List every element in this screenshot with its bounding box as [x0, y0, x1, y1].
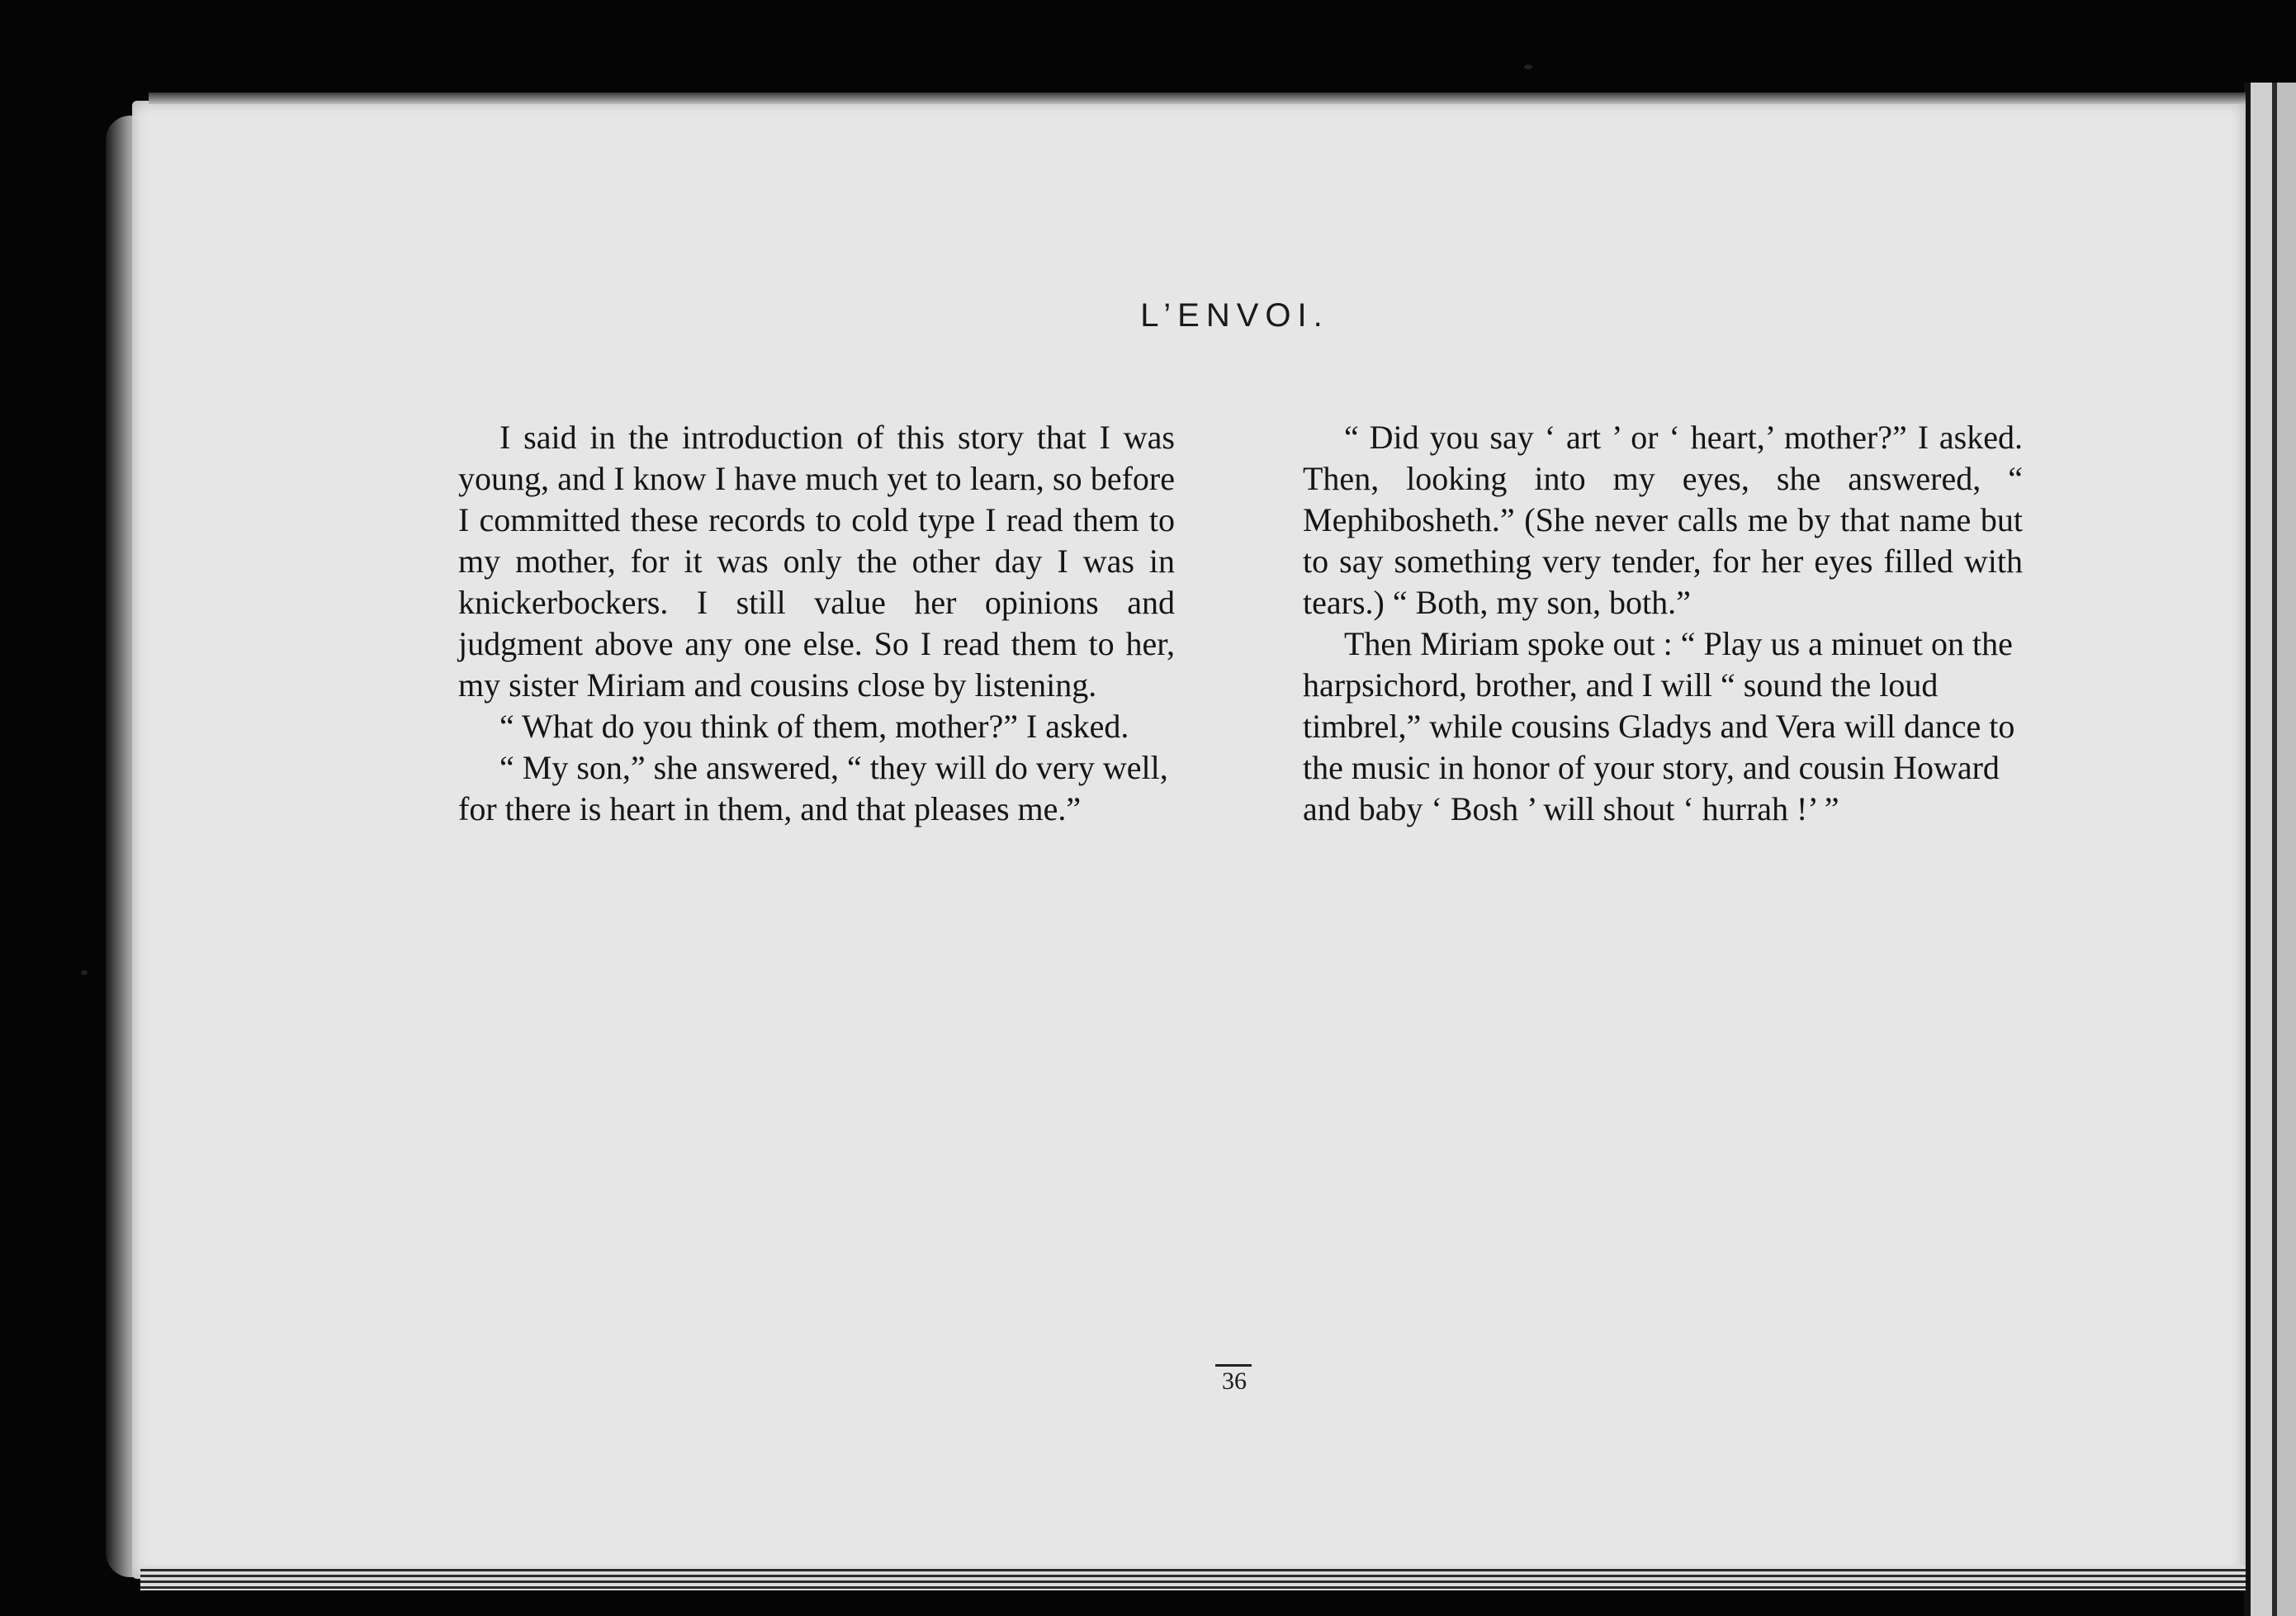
page-number-rule: [1215, 1364, 1252, 1367]
paragraph: “ My son,” she answered, “ they will do very well, for there is heart in them, and that pleases me.”: [458, 749, 1168, 827]
scan-speck: [1524, 64, 1532, 69]
page-title: L’ENVOI.: [1140, 297, 1329, 334]
scan-speck: [81, 970, 88, 975]
paragraph: I said in the introduction of this story that I was young, and I know I have much yet to learn, so before I committed these records to cold type I read them to my mother, for it was only the other day I was in knickerbockers. I still value her opinions and judgment above any one else. So I read them to her, my sister Miriam and cousins close by listening.: [458, 419, 1175, 704]
right-text-column: [1303, 417, 2023, 830]
page-top-edge: [149, 92, 2246, 104]
paragraph: “ Did you say ‘ art ’ or ‘ heart,’ mother?” I asked. Then, looking into my eyes, she answered, “ Mephibosheth.” (She never calls me by that name but to say something very tender, for her eyes filled with tears.) “ Both, my son, both.”: [1303, 419, 2023, 621]
page-number: 36: [1222, 1367, 1247, 1395]
left-text-column: [458, 417, 1175, 830]
paragraph: “ What do you think of them, mother?” I asked.: [499, 708, 1129, 745]
paragraph: Then Miriam spoke out : “ Play us a minuet on the harpsichord, brother, and I will “ sound the loud timbrel,” while cousins Gladys and Vera will dance to the music in honor of your story, and cousin Howard and baby ‘ Bosh ’ will shout ‘ hurrah !’ ”: [1303, 625, 2015, 827]
page-bottom-edge: [140, 1566, 2246, 1590]
